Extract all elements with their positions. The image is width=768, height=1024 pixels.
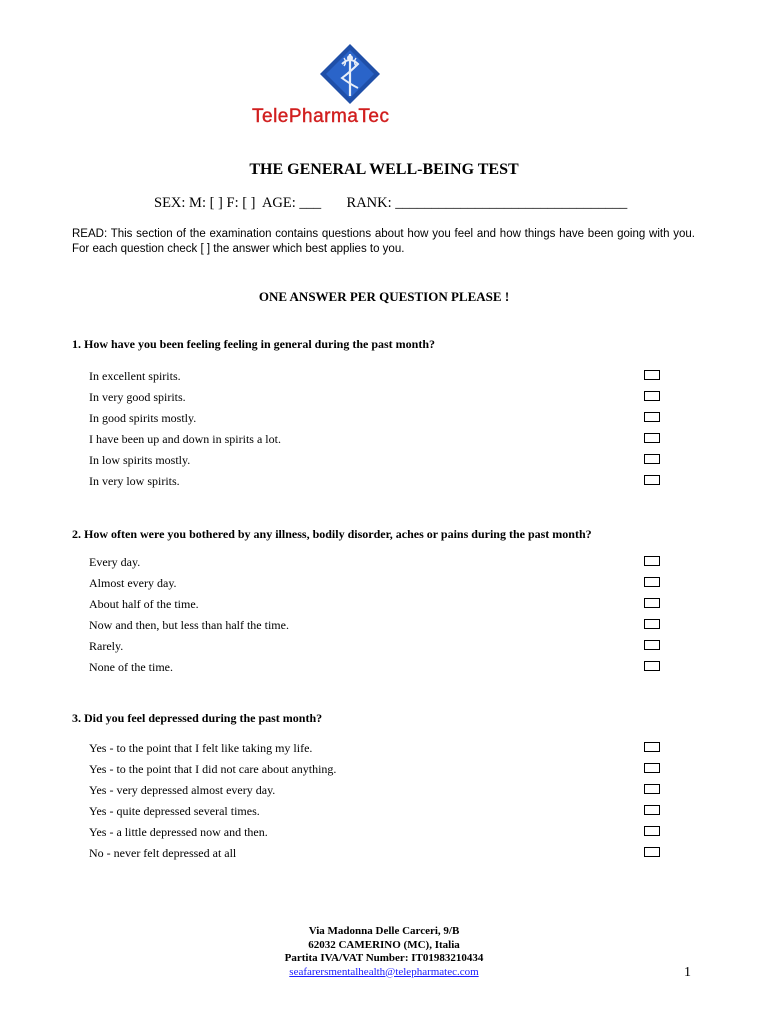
q2-option-1-checkbox[interactable] xyxy=(644,556,660,566)
q1-option-3-checkbox[interactable] xyxy=(644,412,660,422)
question-3: 3. Did you feel depressed during the past month? xyxy=(72,711,323,725)
footer-address-line-2: 62032 CAMERINO (MC), Italia xyxy=(308,938,460,951)
option-label: About half of the time. xyxy=(89,597,199,611)
q2-option-2-checkbox[interactable] xyxy=(644,577,660,587)
q3-option-4-checkbox[interactable] xyxy=(644,805,660,815)
caduceus-logo-icon xyxy=(320,44,380,104)
option-label: In low spirits mostly. xyxy=(89,453,191,467)
read-instructions: READ: This section of the examination contains questions about how you feel and how things have been going with you. For each question check [ ] the answer which best applies to you. xyxy=(72,228,695,255)
option-label: Yes - to the point that I did not care about anything. xyxy=(89,762,337,776)
q1-option-5-checkbox[interactable] xyxy=(644,454,660,464)
q2-option-4-checkbox[interactable] xyxy=(644,619,660,629)
page-footer xyxy=(200,925,568,979)
option-label: Yes - very depressed almost every day. xyxy=(89,783,276,797)
q3-option-3-checkbox[interactable] xyxy=(644,784,660,794)
option-label: In good spirits mostly. xyxy=(89,411,197,425)
q2-option-5-checkbox[interactable] xyxy=(644,640,660,650)
company-logo xyxy=(248,42,458,130)
q3-option-1-checkbox[interactable] xyxy=(644,742,660,752)
option-label: In very low spirits. xyxy=(89,474,180,488)
footer-vat-number: Partita IVA/VAT Number: IT01983210434 xyxy=(284,952,484,964)
q1-option-6-checkbox[interactable] xyxy=(644,475,660,485)
question-2: 2. How often were you bothered by any illness, bodily disorder, aches or pains during the past month? xyxy=(72,527,592,541)
option-label: Every day. xyxy=(89,555,141,569)
page-number: 1 xyxy=(684,965,691,980)
q2-option-6-checkbox[interactable] xyxy=(644,661,660,671)
q3-option-2-checkbox[interactable] xyxy=(644,763,660,773)
option-label: Almost every day. xyxy=(89,576,177,590)
q3-option-6-checkbox[interactable] xyxy=(644,847,660,857)
footer-email-link[interactable]: seafarersmentalhealth@telepharmatec.com xyxy=(289,965,479,978)
option-label: Yes - a little depressed now and then. xyxy=(89,825,268,839)
q1-option-4-checkbox[interactable] xyxy=(644,433,660,443)
option-label: In very good spirits. xyxy=(89,390,186,404)
option-label: Yes - to the point that I felt like taking my life. xyxy=(89,741,313,755)
question-1: 1. How have you been feeling feeling in general during the past month? xyxy=(72,337,436,351)
logo-wordmark: TelePharmaTec xyxy=(252,106,390,127)
respondent-info-line[interactable]: SEX: M: [ ] F: [ ] AGE: ___ RANK: ________________________________ xyxy=(154,195,628,211)
footer-address-line-1: Via Madonna Delle Carceri, 9/B xyxy=(308,925,460,937)
page-title: THE GENERAL WELL-BEING TEST xyxy=(249,161,519,178)
q3-option-5-checkbox[interactable] xyxy=(644,826,660,836)
option-label: Now and then, but less than half the time. xyxy=(89,618,289,632)
q2-option-3-checkbox[interactable] xyxy=(644,598,660,608)
option-label: None of the time. xyxy=(89,660,173,674)
q1-option-1-checkbox[interactable] xyxy=(644,370,660,380)
q1-option-2-checkbox[interactable] xyxy=(644,391,660,401)
one-answer-instruction: ONE ANSWER PER QUESTION PLEASE ! xyxy=(258,289,510,304)
option-label: In excellent spirits. xyxy=(89,369,181,383)
option-label: Rarely. xyxy=(89,639,124,653)
option-label: I have been up and down in spirits a lot. xyxy=(89,432,281,446)
option-label: No - never felt depressed at all xyxy=(89,846,237,860)
option-label: Yes - quite depressed several times. xyxy=(89,804,260,818)
